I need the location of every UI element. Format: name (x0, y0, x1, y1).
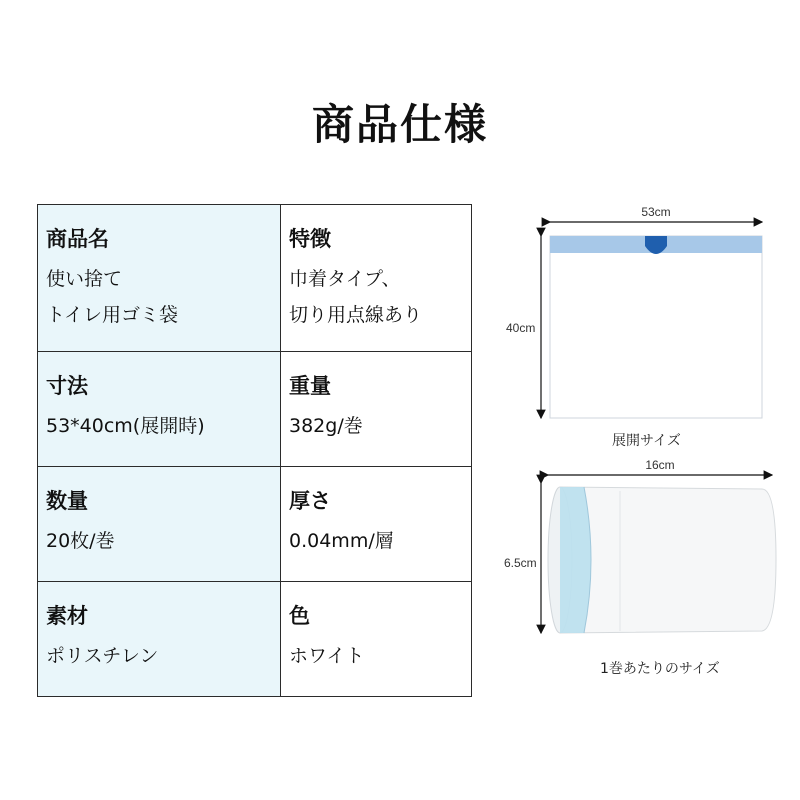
spec-row (38, 352, 472, 467)
spec-cell-product-name (38, 205, 281, 352)
spec-label: 重量 (289, 374, 331, 398)
spec-row (38, 467, 472, 582)
spec-cell-color (281, 582, 472, 697)
spec-row (38, 582, 472, 697)
spec-row (38, 205, 472, 352)
unfolded-caption: 展開サイズ (612, 433, 681, 449)
roll-diagram (500, 455, 790, 645)
roll-caption: 1巻あたりのサイズ (600, 661, 720, 677)
spec-label: 厚さ (289, 489, 331, 513)
spec-cell-thickness (281, 467, 472, 582)
spec-value: ホワイト (289, 645, 365, 667)
unfolded-bag-diagram (500, 200, 780, 430)
page-title: 商品仕様 (311, 100, 488, 149)
spec-label: 素材 (46, 604, 88, 628)
roll-width-label: 16cm (645, 458, 675, 472)
spec-value: トイレ用ゴミ袋 (46, 304, 179, 326)
spec-value: 382g/巻 (289, 415, 363, 437)
unfolded-height-label: 40cm (506, 321, 536, 335)
spec-value: ポリスチレン (46, 645, 159, 667)
spec-cell-weight (281, 352, 472, 467)
spec-cell-dimensions (38, 352, 281, 467)
roll-drawstring-band (560, 487, 591, 633)
spec-value: 巾着タイプ、 (289, 268, 401, 290)
roll-body (560, 487, 776, 633)
spec-label: 商品名 (46, 227, 109, 251)
spec-cell-quantity (38, 467, 281, 582)
spec-value: 切り用点線あり (289, 304, 423, 326)
spec-label: 数量 (46, 489, 88, 513)
roll-height-label: 6.5cm (504, 556, 537, 570)
spec-value: 使い捨て (46, 268, 123, 290)
bag-sheet (550, 236, 762, 418)
spec-label: 寸法 (46, 374, 88, 398)
spec-table (37, 204, 472, 697)
spec-value: 53*40cm(展開時) (46, 415, 205, 437)
spec-value: 0.04mm/層 (289, 530, 394, 552)
spec-cell-material (38, 582, 281, 697)
spec-value: 20枚/巻 (46, 530, 115, 552)
spec-cell-features (281, 205, 472, 352)
spec-label: 特徴 (289, 227, 331, 251)
unfolded-width-label: 53cm (641, 205, 671, 219)
spec-label: 色 (289, 604, 310, 628)
